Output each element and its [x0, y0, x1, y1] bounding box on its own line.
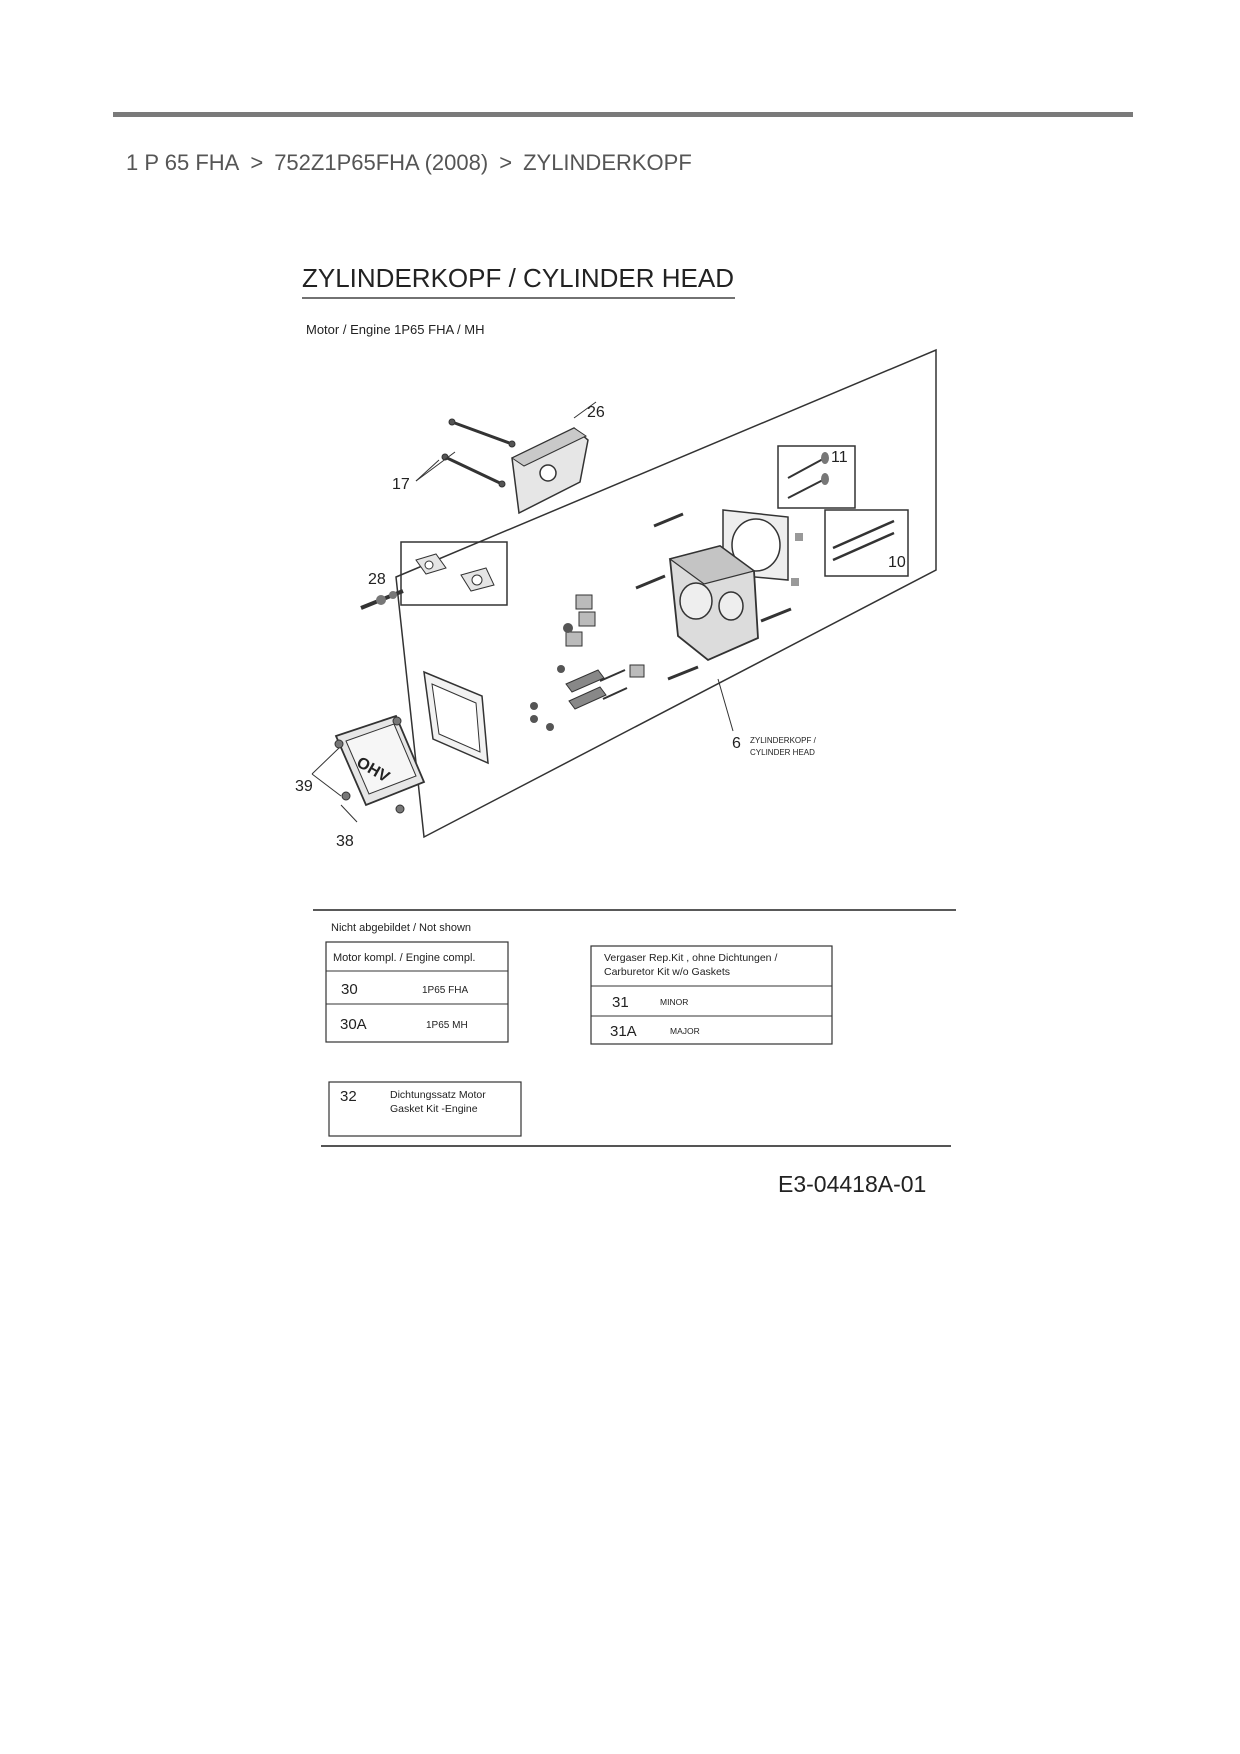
callout-6: 6	[732, 735, 741, 752]
drawing-number: E3-04418A-01	[778, 1171, 927, 1197]
engine-row-desc: 1P65 FHA	[422, 985, 469, 996]
breadcrumb-separator: >	[499, 150, 513, 175]
callout-39: 39	[295, 778, 313, 795]
breadcrumb-item-current: ZYLINDERKOPF	[523, 150, 692, 175]
engine-table-header: Motor kompl. / Engine compl.	[333, 952, 476, 964]
carb-row-desc: MAJOR	[670, 1026, 700, 1036]
carb-row-num: 31A	[610, 1023, 637, 1040]
carb-table-header-line2: Carburetor Kit w/o Gaskets	[604, 966, 731, 978]
carb-row-num: 31	[612, 994, 629, 1011]
part-26-guide-plate	[512, 402, 596, 513]
part-38-valve-cover	[336, 716, 424, 822]
exploded-view-frame	[396, 350, 936, 837]
cover-logo-text: OHV	[353, 754, 393, 787]
parts-diagram-svg	[256, 196, 978, 1231]
gasket-kit-line2: Gasket Kit -Engine	[390, 1103, 478, 1115]
rocker-arms	[530, 665, 644, 731]
not-shown-label: Nicht abgebildet / Not shown	[331, 922, 472, 934]
callout-10: 10	[888, 554, 906, 571]
engine-complete-table	[326, 942, 508, 1042]
callout-28: 28	[368, 571, 386, 588]
gasket-kit-num: 32	[340, 1088, 357, 1105]
part-6-label-line2: CYLINDER HEAD	[750, 748, 815, 757]
carburetor-kit-table	[591, 946, 832, 1044]
breadcrumb	[126, 150, 692, 176]
callout-17: 17	[392, 476, 410, 493]
engine-row-num: 30A	[340, 1016, 367, 1033]
gasket-kit-line1: Dichtungssatz Motor	[390, 1089, 486, 1101]
parts-diagram	[256, 196, 978, 1231]
callout-11: 11	[831, 449, 848, 466]
diagram-title: ZYLINDERKOPF / CYLINDER HEAD	[302, 263, 734, 293]
breadcrumb-item-variant[interactable]: 752Z1P65FHA (2008)	[274, 150, 489, 175]
engine-row-num: 30	[341, 981, 358, 998]
carb-row-desc: MINOR	[660, 997, 689, 1007]
diagram-subtitle: Motor / Engine 1P65 FHA / MH	[306, 322, 485, 337]
callout-26: 26	[587, 404, 605, 421]
valve-springs	[401, 542, 595, 673]
callout-38: 38	[336, 833, 354, 850]
part-17-pushrods	[416, 419, 515, 487]
top-rule	[113, 112, 1133, 117]
gasket-kit-box	[329, 1082, 521, 1136]
carb-table-header-line1: Vergaser Rep.Kit , ohne Dichtungen /	[604, 952, 778, 964]
part-28-breather	[361, 591, 403, 608]
breadcrumb-separator: >	[250, 150, 264, 175]
part-6-label-line1: ZYLINDERKOPF /	[750, 736, 816, 745]
breadcrumb-item-model[interactable]: 1 P 65 FHA	[126, 150, 240, 175]
engine-row-desc: 1P65 MH	[426, 1020, 468, 1031]
valve-cover-gasket	[424, 672, 488, 763]
